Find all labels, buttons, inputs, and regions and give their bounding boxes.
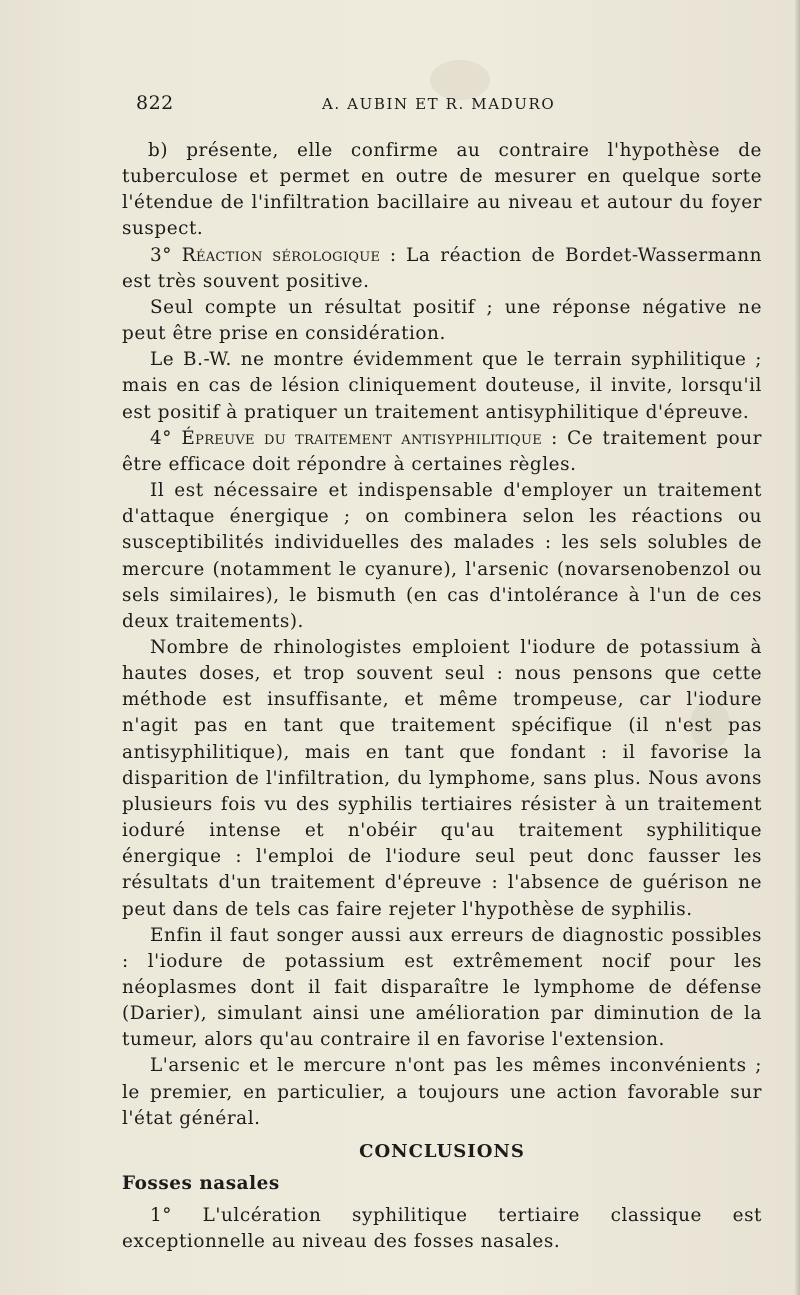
running-head: A. AUBIN ET R. MADURO — [322, 95, 556, 113]
section-text: La réaction de Bordet-Wassermann est très souvent positive. — [122, 244, 762, 292]
paragraph — [122, 426, 762, 478]
paragraph: Le B.-W. ne montre évidemment que le terrain syphilitique ; mais en cas de lésion cliniquement douteuse, il invite, lorsqu'il est positif à pratiquer un traitement antisyphilitique d'épreuve. — [122, 349, 762, 423]
paragraph: L'arsenic et le mercure n'ont pas les mêmes inconvénients ; le premier, en particulier, a toujours une action favorable sur l'état général. — [122, 1055, 762, 1129]
paragraph: Nombre de rhinologistes emploient l'iodure de potassium à hautes doses, et trop souvent seul : nous pensons que cette méthode est insuffisante, et même trompeuse, car l'iodure n'agit pas en tant que traitement spécifique (il n'est pas antisyphilitique), mais en tant que fondant : il favorise la disparition de l'infiltration, du lymphome, sans plus. Nous avons plusieurs fois vu des syphilis tertiaires résister à un traitement ioduré intense et n'obéir qu'au traitement syphilitique énergique : l'emploi de l'iodure seul peut donc fausser les résultats d'un traitement d'épreuve : l'absence de guérison ne peut dans de tels cas faire rejeter l'hypothèse de syphilis. — [122, 636, 762, 920]
conclusions-heading: CONCLUSIONS — [359, 1140, 525, 1162]
paragraph: Seul compte un résultat positif ; une réponse négative ne peut être prise en considération. — [122, 296, 762, 345]
section-title: Réaction sérologique : — [181, 244, 397, 266]
section-title: Épreuve du traitement antisyphilitique : — [181, 427, 558, 449]
page-number: 822 — [136, 92, 174, 114]
body-text — [122, 138, 762, 1256]
subheading: Fosses nasales — [122, 1173, 280, 1195]
paragraph — [122, 243, 762, 295]
paragraph: 1° L'ulcération syphilitique tertiaire classique est exceptionnelle au niveau des fosses nasales. — [122, 1205, 762, 1253]
paragraph: Il est nécessaire et indispensable d'employer un traitement d'attaque énergique ; on combinera selon les réactions ou susceptibilités individuelles des malades : les sels solubles de mercure (notamment le cyanure), l'arsenic (novarsenobenzol ou sels similaires), le bismuth (en cas d'intolérance à l'un de ces deux traitements). — [122, 480, 762, 632]
section-number: 3° — [150, 244, 172, 266]
section-number: 4° — [150, 427, 172, 449]
paragraph: b) présente, elle confirme au contraire l'hypothèse de tuberculose et permet en outre de mesurer en quelque sorte l'étendue de l'infiltration bacillaire au niveau et autour du foyer suspect. — [122, 140, 762, 240]
section-text: Ce traitement pour être efficace doit répondre à certaines règles. — [122, 427, 763, 475]
page-header — [136, 92, 762, 118]
paragraph: Enfin il faut songer aussi aux erreurs de diagnostic possibles : l'iodure de potassium est extrêmement nocif pour les néoplasmes dont il fait disparaître le lymphome de défense (Darier), simulant ainsi une amélioration par diminution de la tumeur, alors qu'au contraire il en favorise l'extension. — [122, 924, 762, 1051]
